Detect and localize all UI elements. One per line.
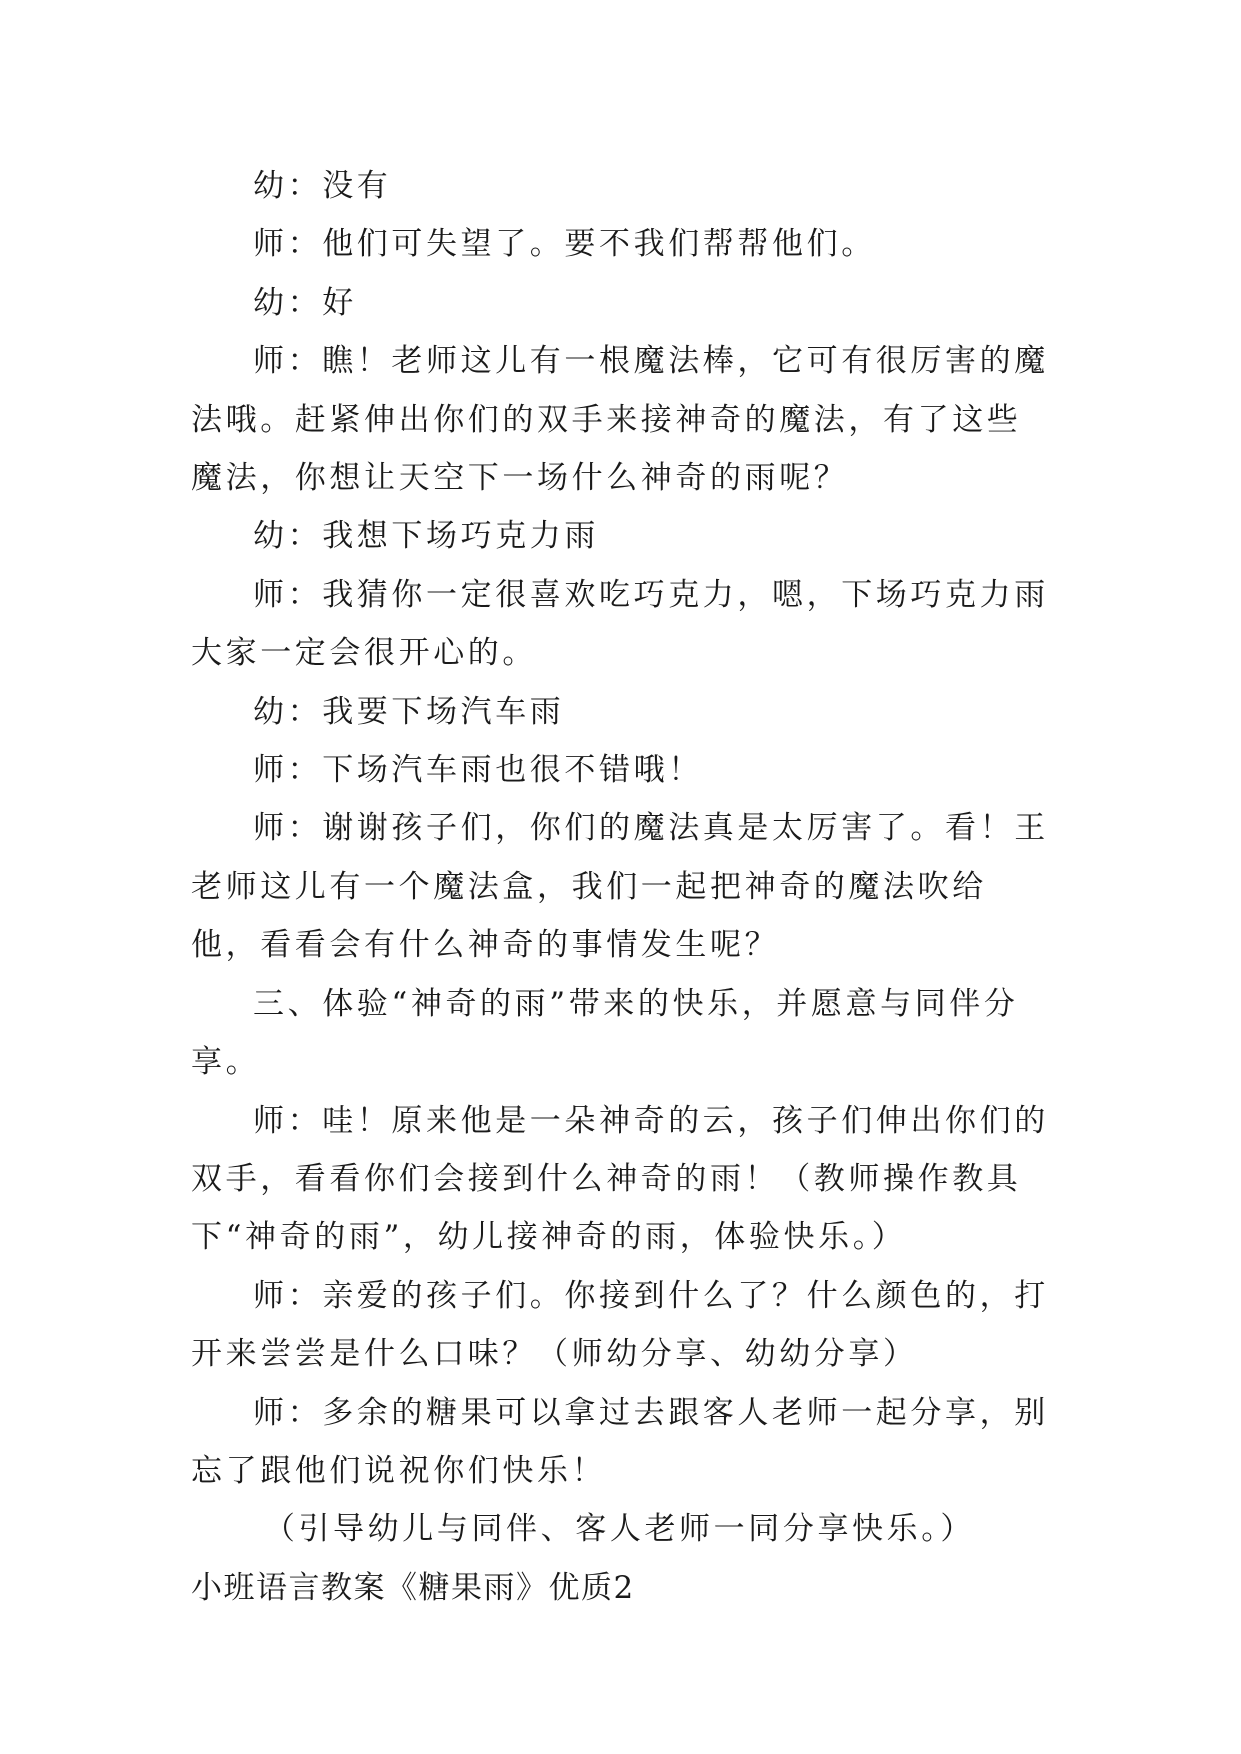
paragraph-6: 师：我猜你一定很喜欢吃巧克力，嗯，下场巧克力雨大家一定会很开心的。 bbox=[191, 576, 1049, 672]
paragraph-9: 师：谢谢孩子们，你们的魔法真是太厉害了。看！王老师这儿有一个魔法盒，我们一起把神奇的魔法吹给他，看看会有什么神奇的事情发生呢？ bbox=[191, 810, 1049, 964]
document-body bbox=[191, 157, 1053, 1617]
paragraph-7: 幼：我要下场汽车雨 bbox=[253, 693, 565, 730]
paragraph-3: 幼：好 bbox=[253, 284, 357, 321]
paragraph-1: 幼：没有 bbox=[253, 168, 392, 204]
paragraph-5: 幼：我想下场巧克力雨 bbox=[253, 518, 599, 555]
paragraph-2: 师：他们可失望了。要不我们帮帮他们。 bbox=[253, 226, 876, 263]
section-heading-three: 三、体验“神奇的雨”带来的快乐，并愿意与同伴分享。 bbox=[191, 985, 1019, 1081]
paragraph-13: 师：多余的糖果可以拿过去跟客人老师一起分享，别忘了跟他们说祝你们快乐！ bbox=[191, 1394, 1049, 1489]
document-heading: 小班语言教案《糖果雨》优质2 bbox=[191, 1569, 635, 1606]
paragraph-14: （引导幼儿与同伴、客人老师一同分享快乐。） bbox=[263, 1511, 975, 1548]
paragraph-11: 师：哇！原来他是一朵神奇的云，孩子们伸出你们的双手，看看你们会接到什么神奇的雨！（教师操作教具下“神奇的雨”，幼儿接神奇的雨，体验快乐。） bbox=[191, 1102, 1049, 1256]
paragraph-4: 师：瞧！老师这儿有一根魔法棒，它可有很厉害的魔法哦。赶紧伸出你们的双手来接神奇的魔法，有了这些魔法，你想让天空下一场什么神奇的雨呢？ bbox=[191, 343, 1049, 497]
paragraph-8: 师：下场汽车雨也很不错哦！ bbox=[253, 752, 703, 789]
paragraph-12: 师：亲爱的孩子们。你接到什么了？什么颜色的，打开来尝尝是什么口味？（师幼分享、幼幼分享） bbox=[191, 1277, 1049, 1373]
